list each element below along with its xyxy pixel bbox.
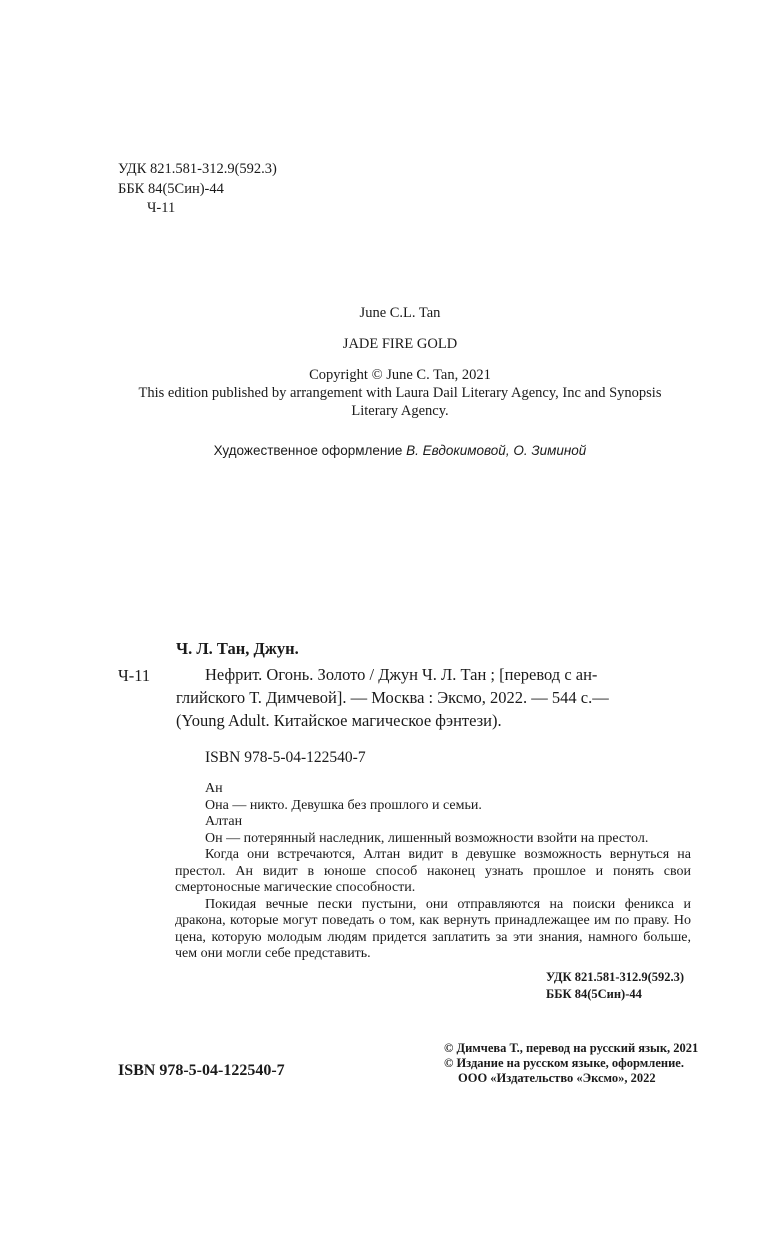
- design-credit: [80, 442, 720, 460]
- original-author: June C.L. Tan: [359, 305, 441, 321]
- annotation: [175, 781, 691, 963]
- catalog-isbn: ISBN 978-5-04-122540-7: [205, 749, 366, 766]
- catalog-entry-line-1: Нефрит. Огонь. Золото / Джун Ч. Л. Тан ; [перевод с ан-: [205, 665, 598, 684]
- catalog-author-heading: Ч. Л. Тан, Джун.: [176, 639, 299, 658]
- copyright-translation: © Димчева Т., перевод на русский язык, 2021: [444, 1041, 699, 1055]
- author-sign-top: Ч-11: [147, 200, 176, 216]
- edition-line-1: This edition published by arrangement with Laura Dail Literary Agency, Inc and Synopsis: [138, 385, 662, 401]
- copyright-line: Copyright © June C. Tan, 2021: [309, 367, 491, 383]
- annotation-paragraph: Ан: [205, 781, 223, 796]
- bbk-code-bottom: ББК 84(5Син)-44: [546, 987, 642, 1001]
- annotation-paragraph: Алтан: [205, 814, 243, 829]
- annotation-paragraph: Он — потерянный наследник, лишенный возможности взойти на престол.: [205, 830, 649, 846]
- design-label: Художественное оформление: [213, 443, 403, 458]
- annotation-paragraph: Покидая вечные пески пустыни, они отправляются на поиски феникса и дракона, которые могут поведать о том, как вернуть принадлежащее им по праву. Но цена, которую молодым людям придется заплатить за эти знания, намного больше, чем они могли себе представить.: [175, 896, 691, 961]
- catalog-entry-line-2: глийского Т. Димчевой]. — Москва : Эксмо, 2022. — 544 с.—: [176, 688, 609, 707]
- edition-line-2: Literary Agency.: [351, 403, 449, 419]
- catalog-entry-line-3: (Young Adult. Китайское магическое фэнтези).: [176, 711, 502, 730]
- bbk-code-top: ББК 84(5Син)-44: [118, 181, 224, 197]
- copyright-edition: © Издание на русском языке, оформление.: [444, 1056, 684, 1070]
- copyright-publisher: ООО «Издательство «Эксмо», 2022: [458, 1071, 656, 1085]
- catalog-author-sign: Ч-11: [118, 666, 151, 685]
- original-title: JADE FIRE GOLD: [342, 336, 458, 352]
- udk-code-bottom: УДК 821.581-312.9(592.3): [546, 970, 685, 984]
- design-names: В. Евдокимовой, О. Зиминой: [406, 443, 587, 458]
- annotation-paragraph: Когда они встречаются, Алтан видит в девушке возможность вернуться на престол. Ан видит в юноше способ наконец узнать прошлое и понять свои смертоносные магические способности.: [175, 847, 691, 895]
- isbn-bottom: ISBN 978-5-04-122540-7: [118, 1062, 285, 1079]
- udk-code-top: УДК 821.581-312.9(592.3): [118, 161, 277, 177]
- annotation-paragraph: Она — никто. Девушка без прошлого и семьи.: [205, 797, 482, 813]
